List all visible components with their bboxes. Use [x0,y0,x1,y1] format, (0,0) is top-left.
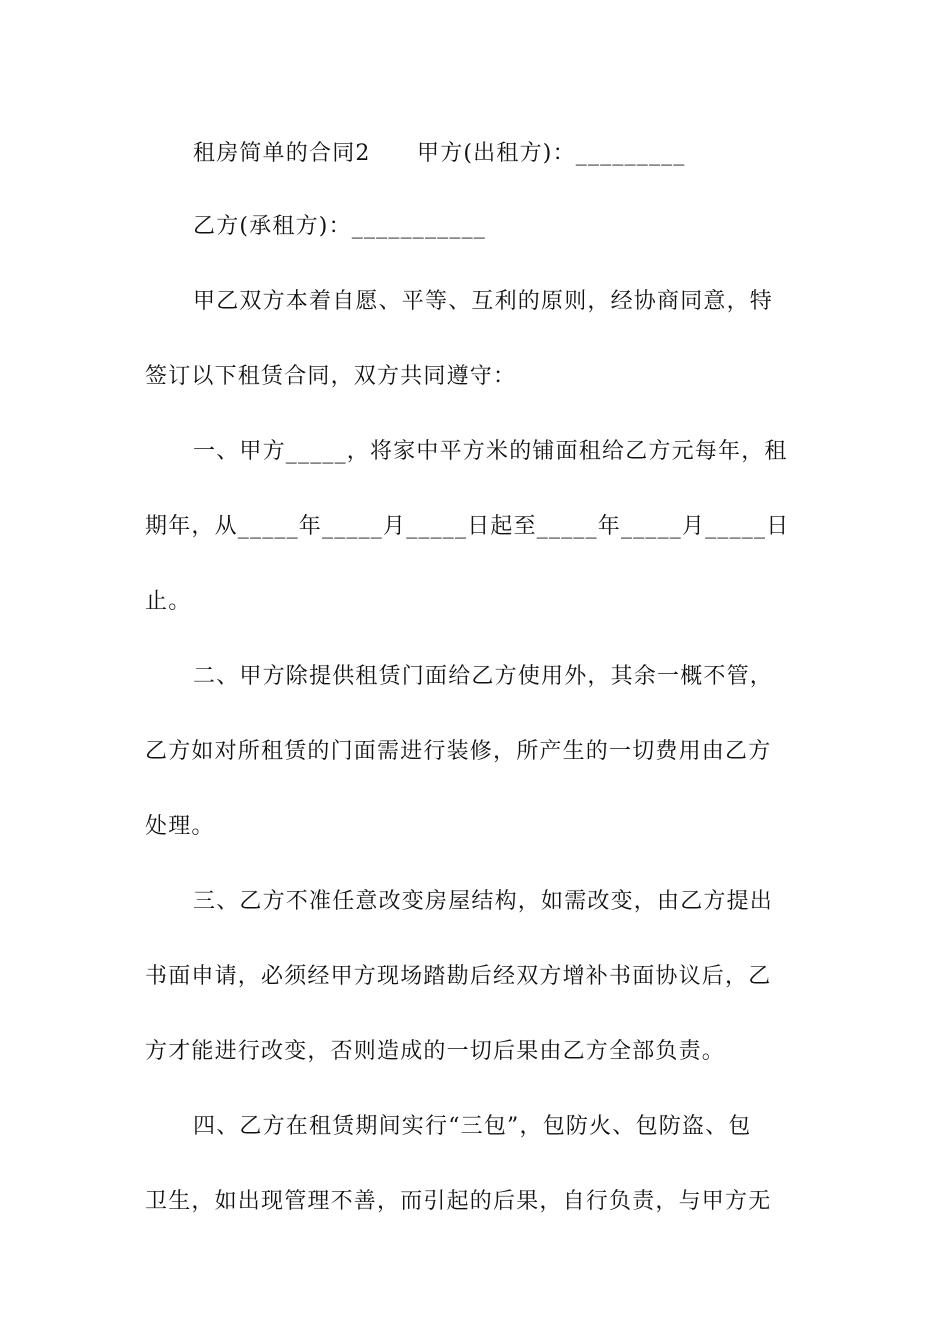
clause-3-line-3: 方才能进行改变，否则造成的一切后果由乙方全部负责。 [145,1039,726,1064]
party-b-line: 乙方(承租方)：___________ [193,214,486,239]
clause-2-line-3: 处理。 [145,814,215,839]
clause-4-line-1: 四、乙方在租赁期间实行“三包”，包防火、包防盗、包 [193,1114,752,1139]
clause-2-line-2: 乙方如对所租赁的门面需进行装修，所产生的一切费用由乙方 [145,739,772,764]
preamble-line-2: 签订以下租赁合同，双方共同遵守： [145,364,517,389]
clause-3-line-2: 书面申请，必须经甲方现场踏勘后经双方增补书面协议后，乙 [145,964,772,989]
clause-1-line-2: 期年，从_____年_____月_____日起至_____年_____月_____日 [145,514,790,539]
clause-1-line-3: 止。 [145,589,192,614]
clause-3-line-1: 三、乙方不准任意改变房屋结构，如需改变，由乙方提出 [193,889,774,914]
clause-4-line-2: 卫生，如出现管理不善，而引起的后果，自行负责，与甲方无 [145,1189,772,1214]
preamble-line-1: 甲乙双方本着自愿、平等、互利的原则，经协商同意，特 [193,289,774,314]
clause-1-line-1: 一、甲方_____，将家中平方米的铺面租给乙方元每年，租 [193,439,788,464]
clause-2-line-1: 二、甲方除提供租赁门面给乙方使用外，其余一概不管， [193,664,774,689]
title-and-party-a-line: 租房简单的合同2 甲方(出租方)：_________ [193,141,686,166]
